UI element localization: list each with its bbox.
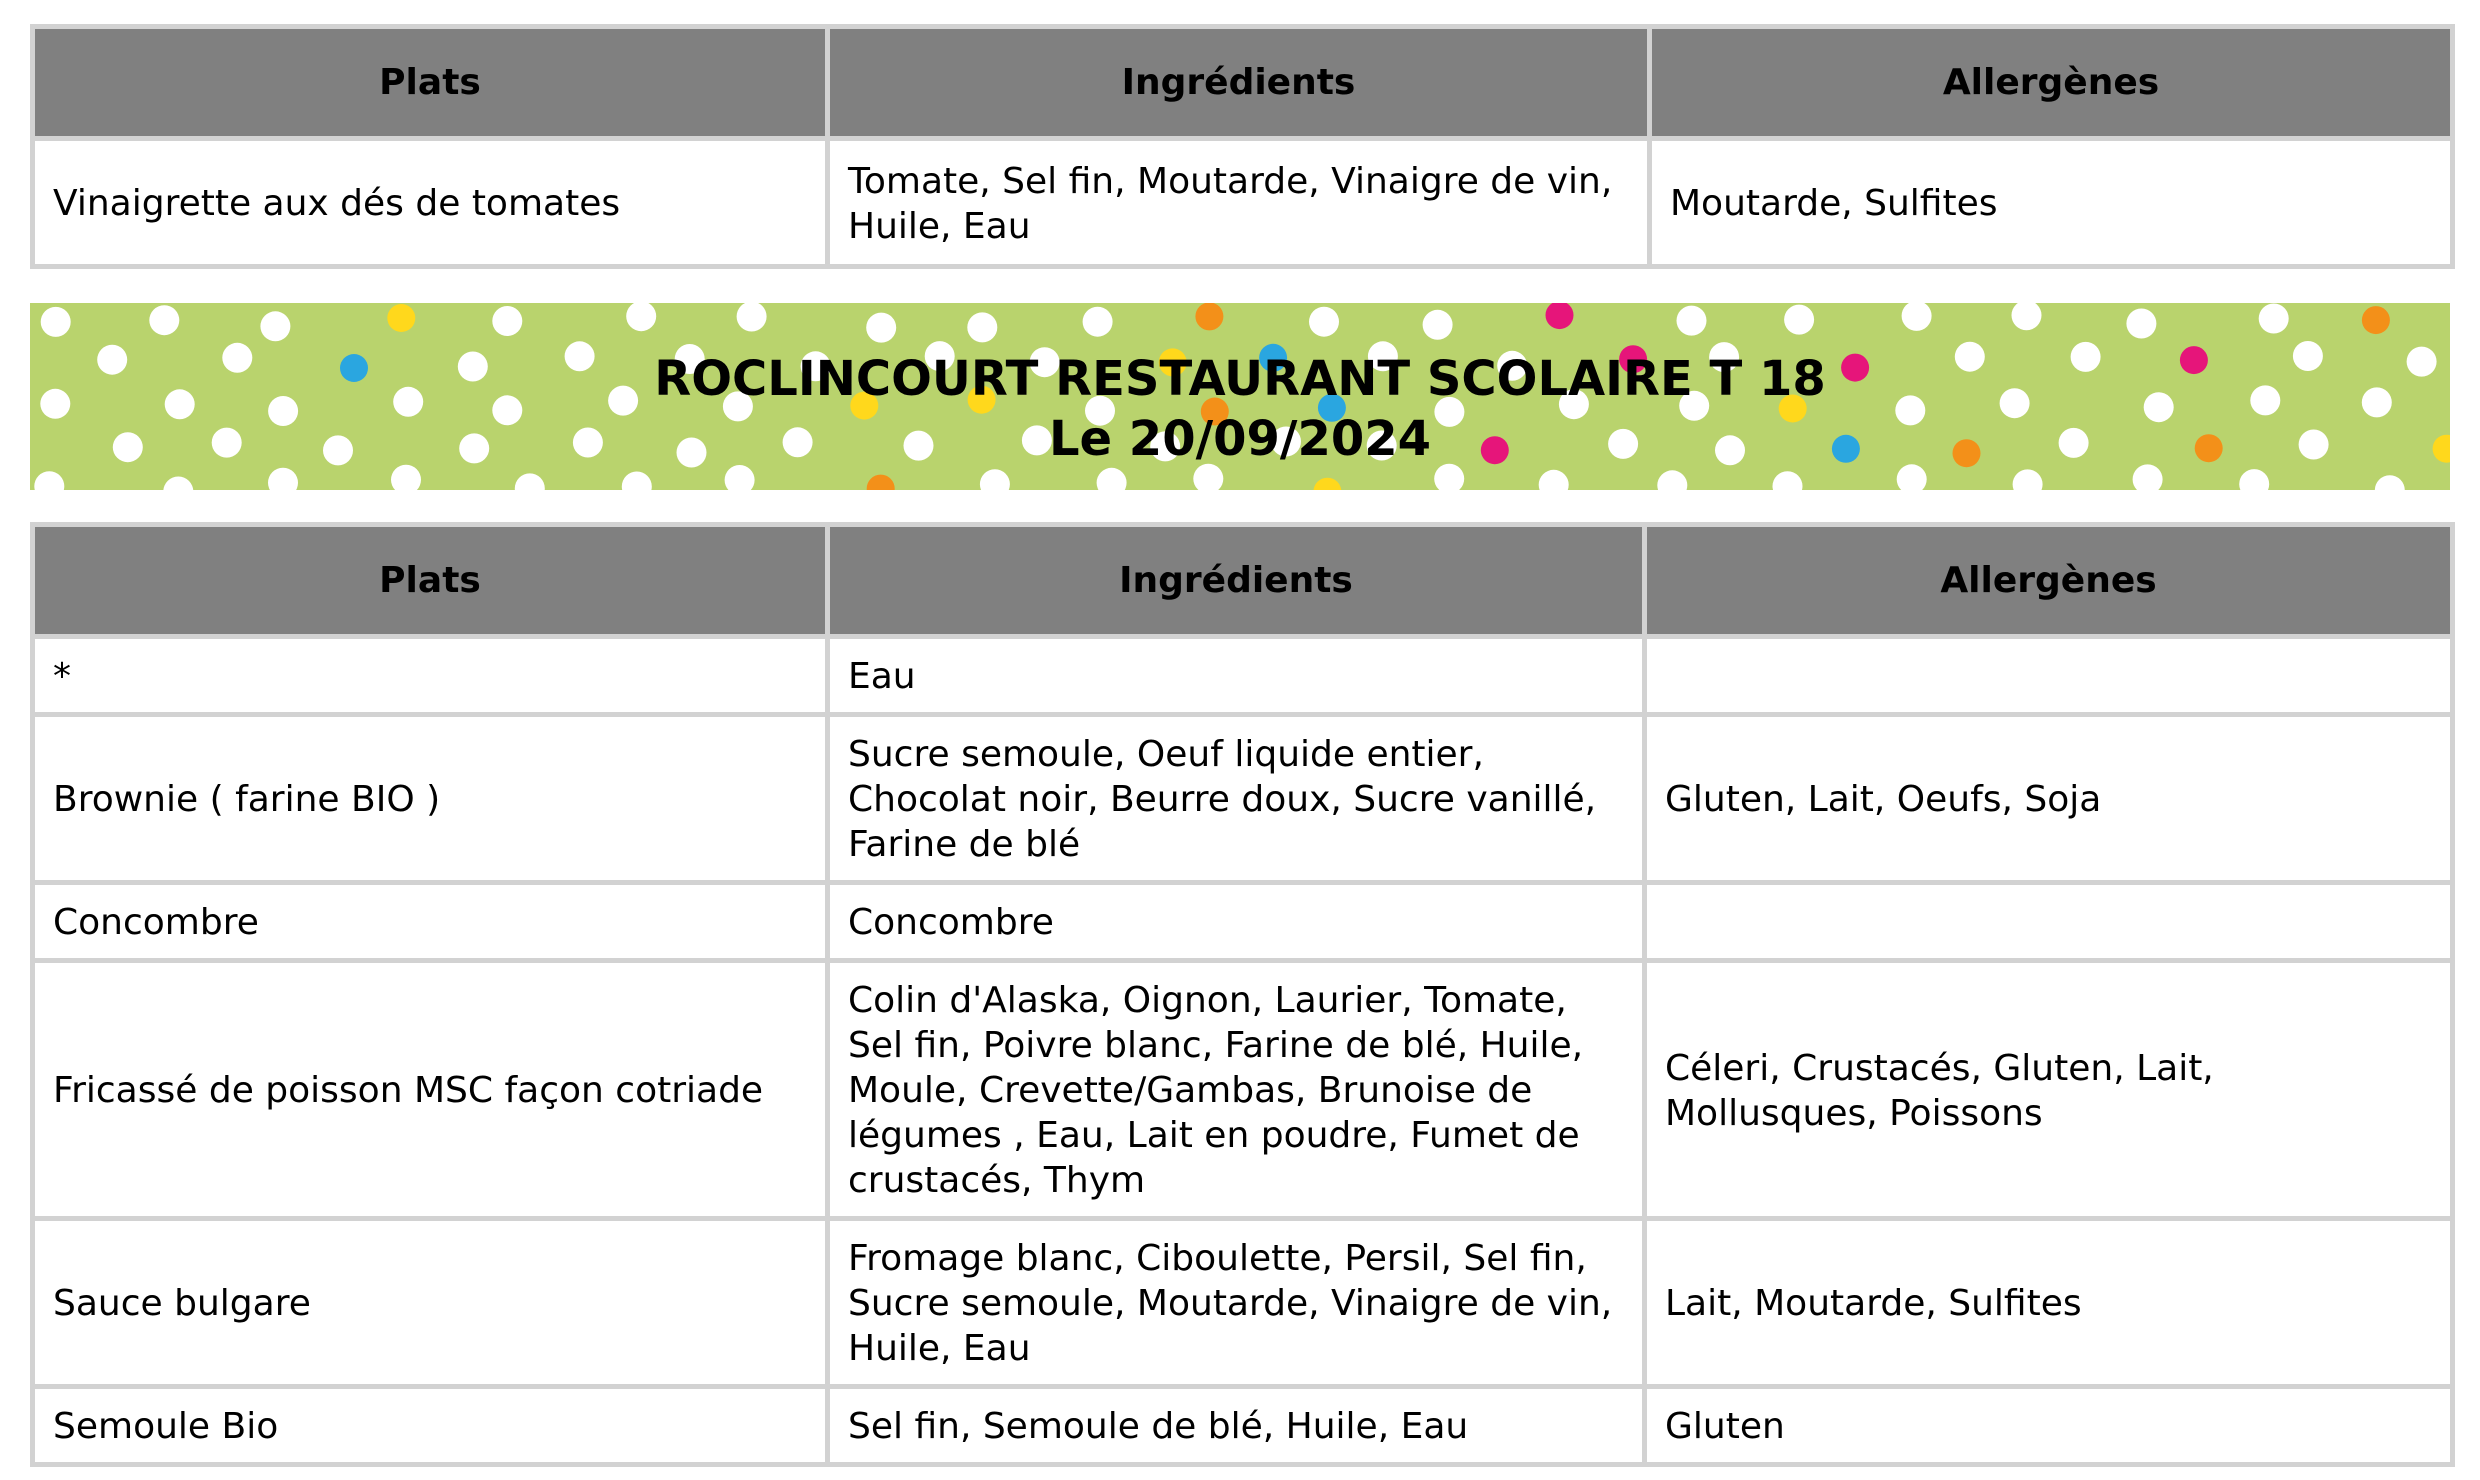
polka-dot: [149, 305, 179, 335]
polka-dot: [515, 473, 545, 490]
polka-dot: [1195, 303, 1223, 330]
cell-ingredients: Fromage blanc, Ciboulette, Persil, Sel fin, Sucre semoule, Moutarde, Vinaigre de vin, Huile, Eau: [828, 1219, 1645, 1387]
cell-ingredients: Sel fin, Semoule de blé, Huile, Eau: [828, 1387, 1645, 1465]
cell-ingredients: Concombre: [828, 883, 1645, 961]
cell-allergenes: Gluten: [1645, 1387, 2453, 1465]
polka-dot: [2362, 306, 2390, 334]
polka-dot: [260, 311, 290, 341]
cell-plat: Fricassé de poisson MSC façon cotriade: [33, 961, 828, 1219]
table-header-row: [33, 27, 2453, 139]
table-row: [33, 883, 2453, 961]
polka-dot: [2126, 309, 2156, 339]
polka-dot: [2012, 303, 2042, 330]
table-row: [33, 139, 2453, 267]
polka-dot: [2239, 469, 2269, 490]
cell-allergenes: Lait, Moutarde, Sulfites: [1645, 1219, 2453, 1387]
cell-ingredients: Colin d'Alaska, Oignon, Laurier, Tomate, Sel fin, Poivre blanc, Farine de blé, Huile, Moule, Crevette/Gambas, Brunoise de légumes , Eau, Lait en poudre, Fumet de crustacés, Thym: [828, 961, 1645, 1219]
polka-dot: [626, 303, 656, 331]
table-header-row: [33, 525, 2453, 637]
table-row: [33, 715, 2453, 883]
cell-allergenes: Céleri, Crustacés, Gluten, Lait, Mollusques, Poissons: [1645, 961, 2453, 1219]
polka-dot: [622, 472, 652, 491]
cell-ingredients: Tomate, Sel fin, Moutarde, Vinaigre de vin, Huile, Eau: [828, 139, 1650, 267]
polka-dot: [1313, 478, 1341, 490]
table-row: [33, 1219, 2453, 1387]
polka-dot: [41, 307, 71, 337]
table-row: [33, 637, 2453, 715]
cell-ingredients: Eau: [828, 637, 1645, 715]
polka-dot: [268, 468, 298, 490]
polka-dot: [492, 306, 522, 336]
allergen-table-top: [30, 24, 2455, 269]
polka-dot: [1784, 305, 1814, 335]
table-row: [33, 1387, 2453, 1465]
polka-dot: [1423, 310, 1453, 340]
polka-dot: [1539, 470, 1569, 490]
polka-dot: [387, 304, 415, 332]
header-ingredients: Ingrédients: [828, 525, 1645, 637]
header-allergenes: Allergènes: [1650, 27, 2453, 139]
cell-ingredients: Sucre semoule, Oeuf liquide entier, Chocolat noir, Beurre doux, Sucre vanillé, Farine de blé: [828, 715, 1645, 883]
polka-dot: [34, 471, 64, 490]
cell-plat: Semoule Bio: [33, 1387, 828, 1465]
polka-dot: [980, 469, 1010, 490]
banner-title: ROCLINCOURT RESTAURANT SCOLAIRE T 18: [654, 351, 1826, 407]
header-allergenes: Allergènes: [1645, 525, 2453, 637]
polka-dot: [1773, 471, 1803, 490]
polka-dot: [2259, 304, 2289, 334]
polka-dot: [1546, 303, 1574, 329]
polka-dot: [866, 313, 896, 343]
polka-dot: [2013, 469, 2043, 490]
restaurant-banner: [30, 303, 2450, 490]
polka-dot: [1677, 306, 1707, 336]
polka-dot: [1097, 468, 1127, 490]
header-ingredients: Ingrédients: [828, 27, 1650, 139]
cell-plat: Sauce bulgare: [33, 1219, 828, 1387]
cell-plat: *: [33, 637, 828, 715]
table-row: [33, 961, 2453, 1219]
cell-plat: Vinaigrette aux dés de tomates: [33, 139, 828, 267]
cell-plat: Concombre: [33, 883, 828, 961]
polka-dot: [967, 312, 997, 342]
polka-dot: [737, 303, 767, 332]
cell-allergenes: [1645, 883, 2453, 961]
cell-allergenes: Gluten, Lait, Oeufs, Soja: [1645, 715, 2453, 883]
polka-dot: [2375, 475, 2405, 490]
polka-dot: [1309, 307, 1339, 337]
cell-allergenes: [1645, 637, 2453, 715]
polka-dot: [1083, 307, 1113, 337]
header-plats: Plats: [33, 525, 828, 637]
header-plats: Plats: [33, 27, 828, 139]
cell-plat: Brownie ( farine BIO ): [33, 715, 828, 883]
polka-dot: [1902, 303, 1932, 331]
polka-dot: [163, 477, 193, 491]
polka-dot: [1657, 470, 1687, 490]
cell-allergenes: Moutarde, Sulfites: [1650, 139, 2453, 267]
allergen-table-main: [30, 522, 2455, 1467]
polka-dot: [867, 475, 895, 490]
banner-date: Le 20/09/2024: [1048, 411, 1432, 467]
